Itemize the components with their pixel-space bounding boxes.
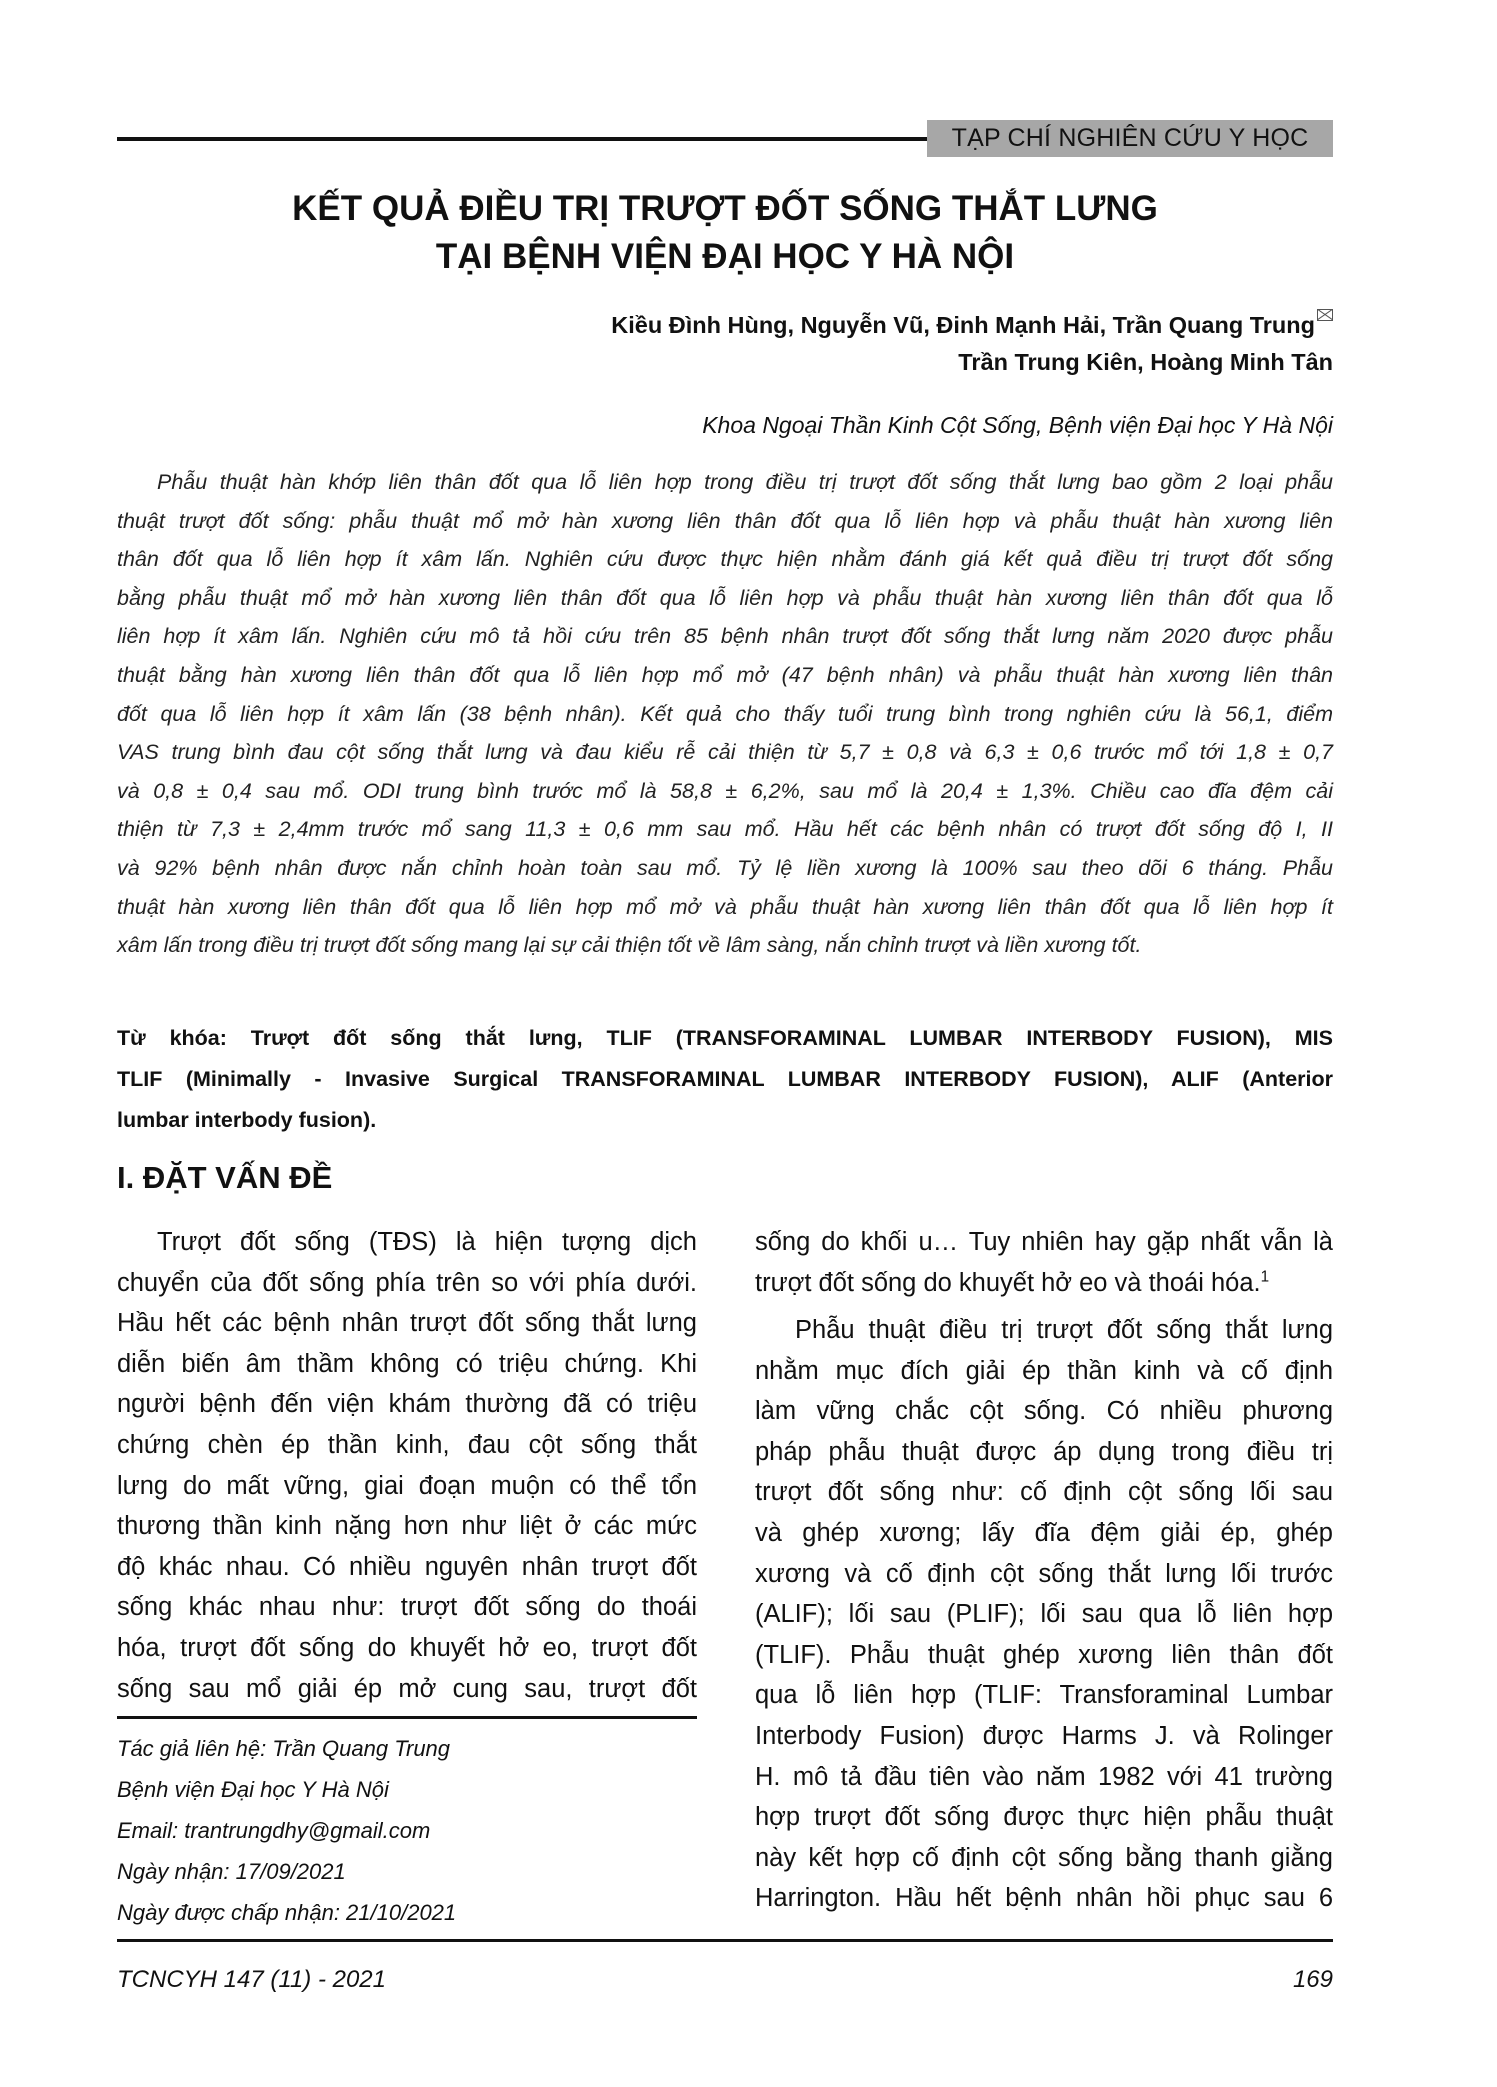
abstract [117, 463, 1333, 1003]
authors-text: Kiều Đình Hùng, Nguyễn Vũ, Đinh Mạnh Hải, Trần Quang Trung [611, 312, 1315, 338]
text-line: bằng phẫu thuật mổ mở hàn xương liên thân đốt qua lỗ liên hợp và phẫu thuật hàn xương liên thân đốt qua lỗ [117, 585, 1333, 610]
text-line: và 0,8 ± 0,4 sau mổ. ODI trung bình trước mổ là 58,8 ± 6,2%, sau mổ là 20,4 ± 1,3%. Chiều cao đĩa đệm cải [117, 778, 1333, 803]
text-line: Trượt đốt sống (TĐS) là hiện tượng dịch [157, 1228, 697, 1256]
page-number: 169 [1292, 1966, 1333, 1993]
text-line: người bệnh đến viện khám thường đã có triệu [117, 1390, 697, 1419]
text-line: độ khác nhau. Có nhiều nguyên nhân trượt đốt [117, 1552, 697, 1581]
left-column [117, 1222, 697, 1722]
corresponding-author: Tác giả liên hệ: Trần Quang Trung [117, 1736, 451, 1761]
text-line: đốt qua lỗ liên hợp ít xâm lấn (38 bệnh nhân). Kết quả cho thấy tuổi trung bình trong nghiên cứu là 56,1, điểm [117, 701, 1333, 726]
text-line: sống sau mổ giải ép mở cung sau, trượt đốt [117, 1674, 697, 1703]
right-column [755, 1222, 1333, 1942]
received-date: Ngày nhận: 17/09/2021 [117, 1859, 346, 1884]
text-line: lumbar interbody fusion). [117, 1108, 377, 1132]
footer-rule [117, 1939, 1333, 1942]
keywords [117, 1018, 1333, 1148]
text-line: VAS trung bình đau cột sống thắt lưng và đau kiểu rễ cải thiện từ 5,7 ± 0,8 và 6,3 ± 0,6 trước mổ tới 1,8 ± 0,7 [117, 740, 1333, 765]
title-line-2: TẠI BỆNH VIỆN ĐẠI HỌC Y HÀ NỘI [435, 237, 1015, 276]
text-line: xâm lấn trong điều trị trượt đốt sống mang lại sự cải thiện tốt về lâm sàng, nắn chỉnh trượt và liền xương tốt. [117, 933, 1142, 958]
text-line: nhằm mục đích giải ép thần kinh và cố định [755, 1356, 1333, 1385]
text-line: pháp phẫu thuật được áp dụng trong điều trị [755, 1437, 1333, 1466]
journal-issue: TCNCYH 147 (11) - 2021 [117, 1966, 386, 1993]
text-line: Hầu hết các bệnh nhân trượt đốt sống thắt lưng [117, 1309, 697, 1338]
corresponding-institution: Bệnh viện Đại học Y Hà Nội [117, 1777, 389, 1802]
text-line: thiện từ 7,3 ± 2,4mm trước mổ sang 11,3 ± 0,6 mm sau mổ. Hầu hết các bệnh nhân có trượt đốt sống độ I, II [117, 817, 1333, 842]
authors-line-2: Trần Trung Kiên, Hoàng Minh Tân [958, 349, 1333, 375]
text-line: Interbody Fusion) được Harms J. và Rolinger [755, 1722, 1333, 1750]
text-line: thương thần kinh nặng hơn như liệt ở các mức [117, 1512, 697, 1541]
text-line: thân đốt qua lỗ liên hợp ít xâm lấn. Nghiên cứu được thực hiện nhằm đánh giá kết quả điều trị trượt đốt sống [117, 547, 1333, 572]
text-line: này kết hợp cố định cột sống bằng thanh giằng [755, 1843, 1333, 1872]
text-line: xương và cố định cột sống thắt lưng lối trước [755, 1559, 1333, 1588]
text-line: thuật trượt đốt sống: phẫu thuật mổ mở hàn xương liên thân đốt qua lỗ liên hợp và phẫu thuật hàn xương liên [117, 508, 1333, 533]
text-line: Phẫu thuật hàn khớp liên thân đốt qua lỗ liên hợp trong điều trị trượt đốt sống thắt lưng bao gồm 2 loại phẫu [157, 470, 1333, 494]
text-line: chứng chèn ép thần kinh, đau cột sống thắt [117, 1431, 697, 1459]
footnote-rule [117, 1716, 697, 1719]
corresponding-email: Email: trantrungdhy@gmail.com [117, 1818, 431, 1843]
text-line: qua lỗ liên hợp (TLIF: Transforaminal Lumbar [755, 1681, 1333, 1710]
text-line: hợp trượt đốt sống được thực hiện phẫu thuật [755, 1803, 1333, 1832]
text-line: H. mô tả đầu tiên vào năm 1982 với 41 trường [755, 1762, 1333, 1791]
text-line: hóa, trượt đốt sống do khuyết hở eo, trượt đốt [117, 1634, 697, 1662]
text-line: thuật hàn xương liên thân đốt qua lỗ liên hợp mổ mở và phẫu thuật hàn xương liên thân đốt qua lỗ liên hợp ít [117, 894, 1333, 919]
accepted-date: Ngày được chấp nhận: 21/10/2021 [117, 1900, 457, 1925]
journal-badge: TẠP CHÍ NGHIÊN CỨU Y HỌC [927, 120, 1333, 157]
header-rule [117, 137, 929, 141]
text-line: sống khác nhau như: trượt đốt sống do thoái [117, 1593, 697, 1622]
text-line: Phẫu thuật điều trị trượt đốt sống thắt lưng [795, 1316, 1333, 1344]
text-line: chuyển của đốt sống phía trên so với phía dưới. [117, 1268, 697, 1297]
text-line: trượt đốt sống do khuyết hở eo và thoái hóa.$^1$ [755, 1268, 1270, 1297]
text-line: làm vững chắc cột sống. Có nhiều phương [755, 1397, 1333, 1426]
text-line: và ghép xương; lấy đĩa đệm giải ép, ghép [755, 1519, 1333, 1547]
text-line: (ALIF); lối sau (PLIF); lối sau qua lỗ liên hợp [755, 1600, 1333, 1629]
text-line: liên hợp ít xâm lấn. Nghiên cứu mô tả hồi cứu trên 85 bệnh nhân trượt đốt sống thắt lưng năm 2020 được phẫu [117, 624, 1333, 649]
text-line: diễn biến âm thầm không có triệu chứng. Khi [117, 1349, 697, 1378]
text-line: thuật bằng hàn xương liên thân đốt qua lỗ liên hợp mổ mở (47 bệnh nhân) và phẫu thuật hàn xương liên thân [117, 663, 1333, 687]
text-line: (TLIF). Phẫu thuật ghép xương liên thân đốt [755, 1640, 1333, 1669]
envelope-icon [1317, 309, 1333, 321]
citation-ref: 1 [1260, 1268, 1270, 1286]
title-line-1: KẾT QUẢ ĐIỀU TRỊ TRƯỢT ĐỐT SỐNG THẮT LƯNG [292, 189, 1158, 228]
text-line: Từ khóa: Trượt đốt sống thắt lưng, TLIF (TRANSFORAMINAL LUMBAR INTERBODY FUSION), MIS [117, 1026, 1333, 1050]
text-line: trượt đốt sống như: cố định cột sống lối sau [755, 1478, 1333, 1507]
text-line: và 92% bệnh nhân được nắn chỉnh hoàn toàn sau mổ. Tỷ lệ liền xương là 100% sau theo dõi 6 tháng. Phẫu [117, 856, 1333, 880]
article-title [117, 185, 1333, 281]
correspondence-footnote [117, 1728, 456, 1933]
authors-line-1 [611, 310, 1333, 340]
text-line: lưng do mất vững, giai đoạn muộn có thể tổn [117, 1471, 697, 1500]
section-heading: I. ĐẶT VẤN ĐỀ [117, 1160, 333, 1195]
text-line: Harrington. Hầu hết bệnh nhân hồi phục sau 6 [755, 1884, 1333, 1913]
affiliation: Khoa Ngoại Thần Kinh Cột Sống, Bệnh viện Đại học Y Hà Nội [702, 412, 1333, 438]
text-line: TLIF (Minimally - Invasive Surgical TRANSFORAMINAL LUMBAR INTERBODY FUSION), ALIF (Anterior [117, 1067, 1333, 1091]
text-line: sống do khối u… Tuy nhiên hay gặp nhất vẫn là [755, 1228, 1333, 1256]
